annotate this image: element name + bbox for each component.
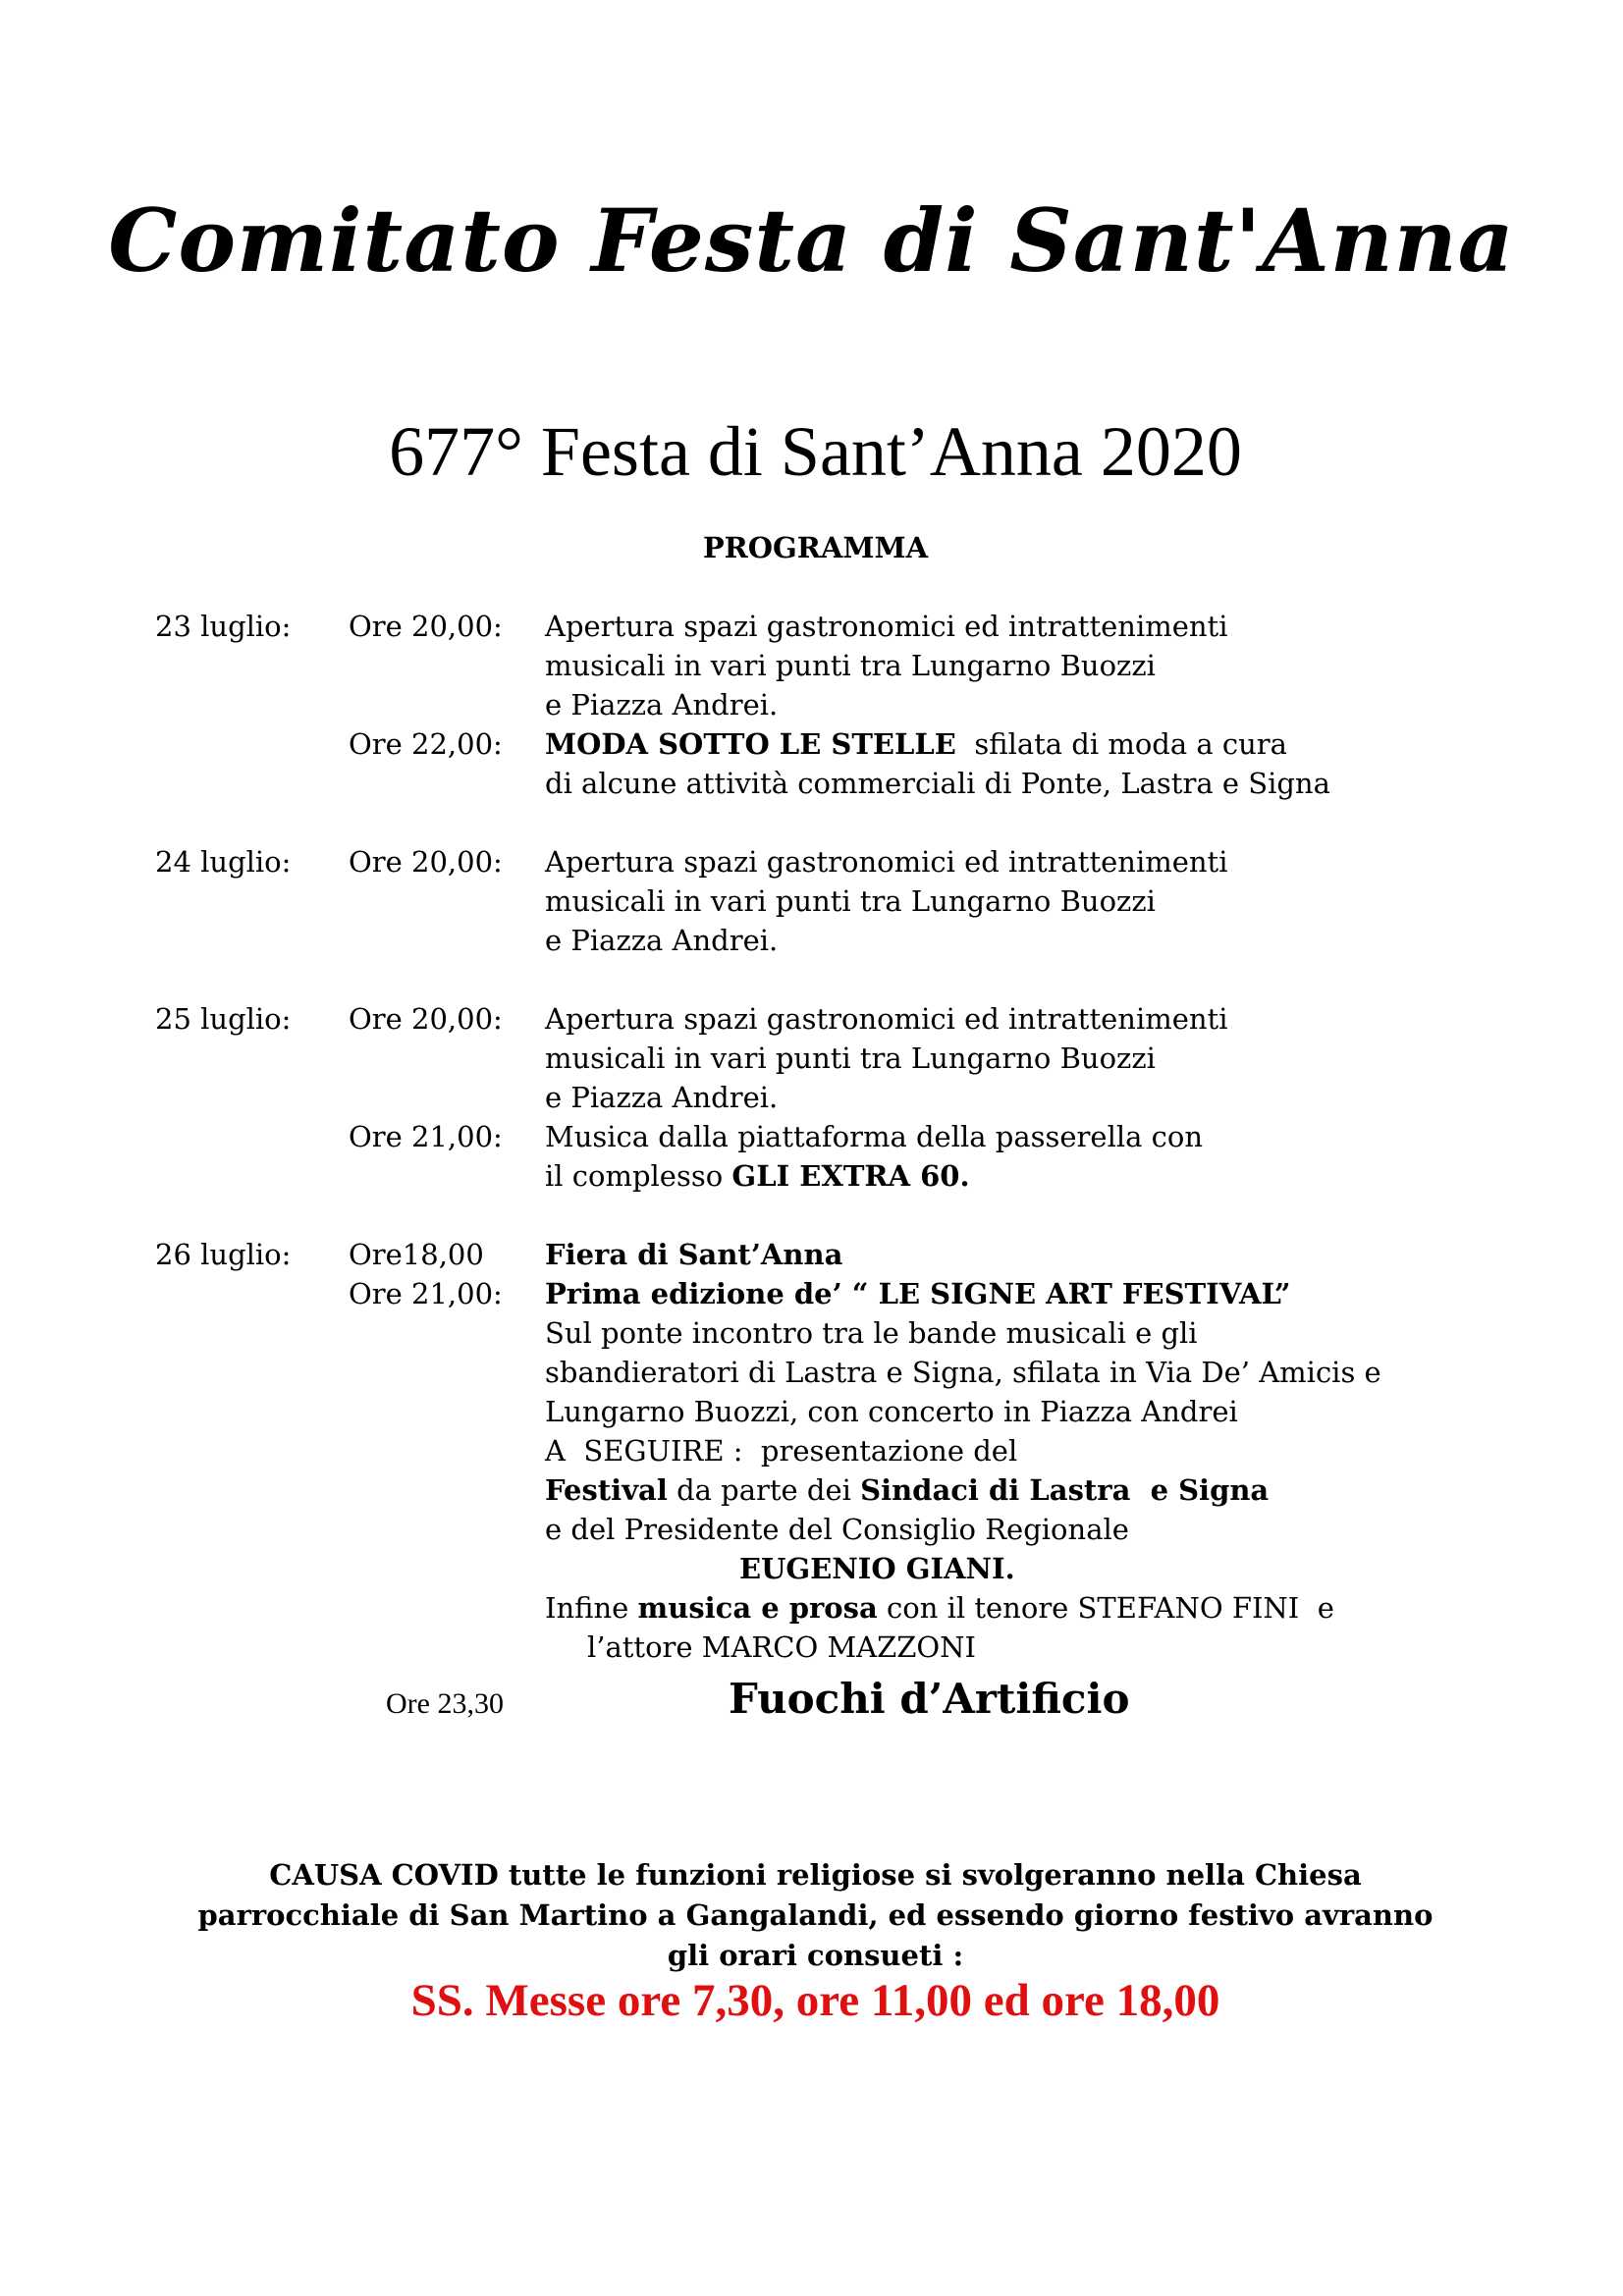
event-description	[545, 1470, 1269, 1510]
event-description	[545, 1588, 1334, 1628]
event-description: sbandieratori di Lastra e Signa, sfilata in Via De’ Amicis e	[545, 1356, 1381, 1389]
event-description: e Piazza Andrei.	[545, 924, 779, 957]
event-description: e Piazza Andrei.	[545, 1081, 779, 1114]
event-time: Ore 21,00:	[349, 1120, 503, 1153]
notice-line: parrocchiale di San Martino a Gangalandi, ed essendo giorno festivo avranno	[197, 1898, 1434, 1932]
event-description-text: Infine	[545, 1591, 638, 1625]
event-time: Ore 20,00:	[349, 845, 503, 879]
festival-word: Festival	[545, 1473, 668, 1507]
notice-line: CAUSA COVID tutte le funzioni religiose si svolgeranno nella Chiesa	[269, 1858, 1362, 1892]
event-description-text: con il tenore STEFANO FINI e	[877, 1591, 1334, 1625]
covid-notice	[0, 1855, 1623, 1976]
event-description: Apertura spazi gastronomici ed intrattenimenti	[545, 610, 1228, 643]
music-prose: musica e prosa	[637, 1591, 878, 1625]
event-description: musicali in vari punti tra Lungarno Buozzi	[545, 884, 1156, 918]
event-description-text: da parte dei	[667, 1473, 861, 1507]
notice-line: gli orari consueti :	[667, 1939, 964, 1972]
event-description: musicali in vari punti tra Lungarno Buozzi	[545, 649, 1156, 682]
event-description: e del Presidente del Consiglio Regionale	[545, 1513, 1129, 1546]
day-date: 26 luglio:	[155, 1238, 292, 1271]
day-date: 24 luglio:	[155, 845, 292, 879]
event-time: Ore 22,00:	[349, 727, 503, 761]
event-description-text: sfilata di moda a cura	[955, 727, 1287, 761]
event-description-text: il complesso	[545, 1159, 732, 1193]
day-date: 23 luglio:	[155, 610, 292, 643]
event-time: Ore 20,00:	[349, 1002, 503, 1036]
mass-times: SS. Messe ore 7,30, ore 11,00 ed ore 18,00	[410, 1975, 1220, 2026]
fireworks-title: Fuochi d’Artificio	[729, 1675, 1130, 1723]
event-description: Musica dalla piattaforma della passerella con	[545, 1120, 1204, 1153]
event-highlight: MODA SOTTO LE STELLE	[545, 727, 956, 761]
event-description: Fiera di Sant’Anna	[545, 1238, 843, 1271]
event-time: Ore 21,00:	[349, 1277, 503, 1310]
event-time: Ore 23,30	[386, 1687, 504, 1720]
event-description	[545, 724, 1287, 764]
event-description: A SEGUIRE : presentazione del	[545, 1434, 1018, 1468]
event-description: Prima edizione de’ “ LE SIGNE ART FESTIVAL”	[545, 1277, 1291, 1310]
festa-title: 677° Festa di Sant’Anna 2020	[389, 412, 1242, 491]
band-name: GLI EXTRA 60.	[731, 1159, 970, 1193]
president-name: EUGENIO GIANI.	[739, 1552, 1015, 1585]
event-description: Apertura spazi gastronomici ed intrattenimenti	[545, 1002, 1228, 1036]
event-time: Ore18,00	[349, 1238, 484, 1271]
event-description	[545, 1156, 970, 1196]
program-heading: PROGRAMMA	[702, 531, 929, 564]
mayors-name: Sindaci di Lastra e Signa	[860, 1473, 1270, 1507]
event-description: Apertura spazi gastronomici ed intrattenimenti	[545, 845, 1228, 879]
event-description: Lungarno Buozzi, con concerto in Piazza Andrei	[545, 1395, 1238, 1428]
event-description: musicali in vari punti tra Lungarno Buozzi	[545, 1041, 1156, 1075]
event-description: e Piazza Andrei.	[545, 688, 779, 721]
committee-title: Comitato Festa di Sant'Anna	[108, 189, 1515, 292]
event-time: Ore 20,00:	[349, 610, 503, 643]
event-description: di alcune attività commerciali di Ponte, Lastra e Signa	[545, 767, 1330, 800]
day-date: 25 luglio:	[155, 1002, 292, 1036]
event-description: l’attore MARCO MAZZONI	[587, 1630, 976, 1664]
event-description: Sul ponte incontro tra le bande musicali e gli	[545, 1316, 1198, 1350]
